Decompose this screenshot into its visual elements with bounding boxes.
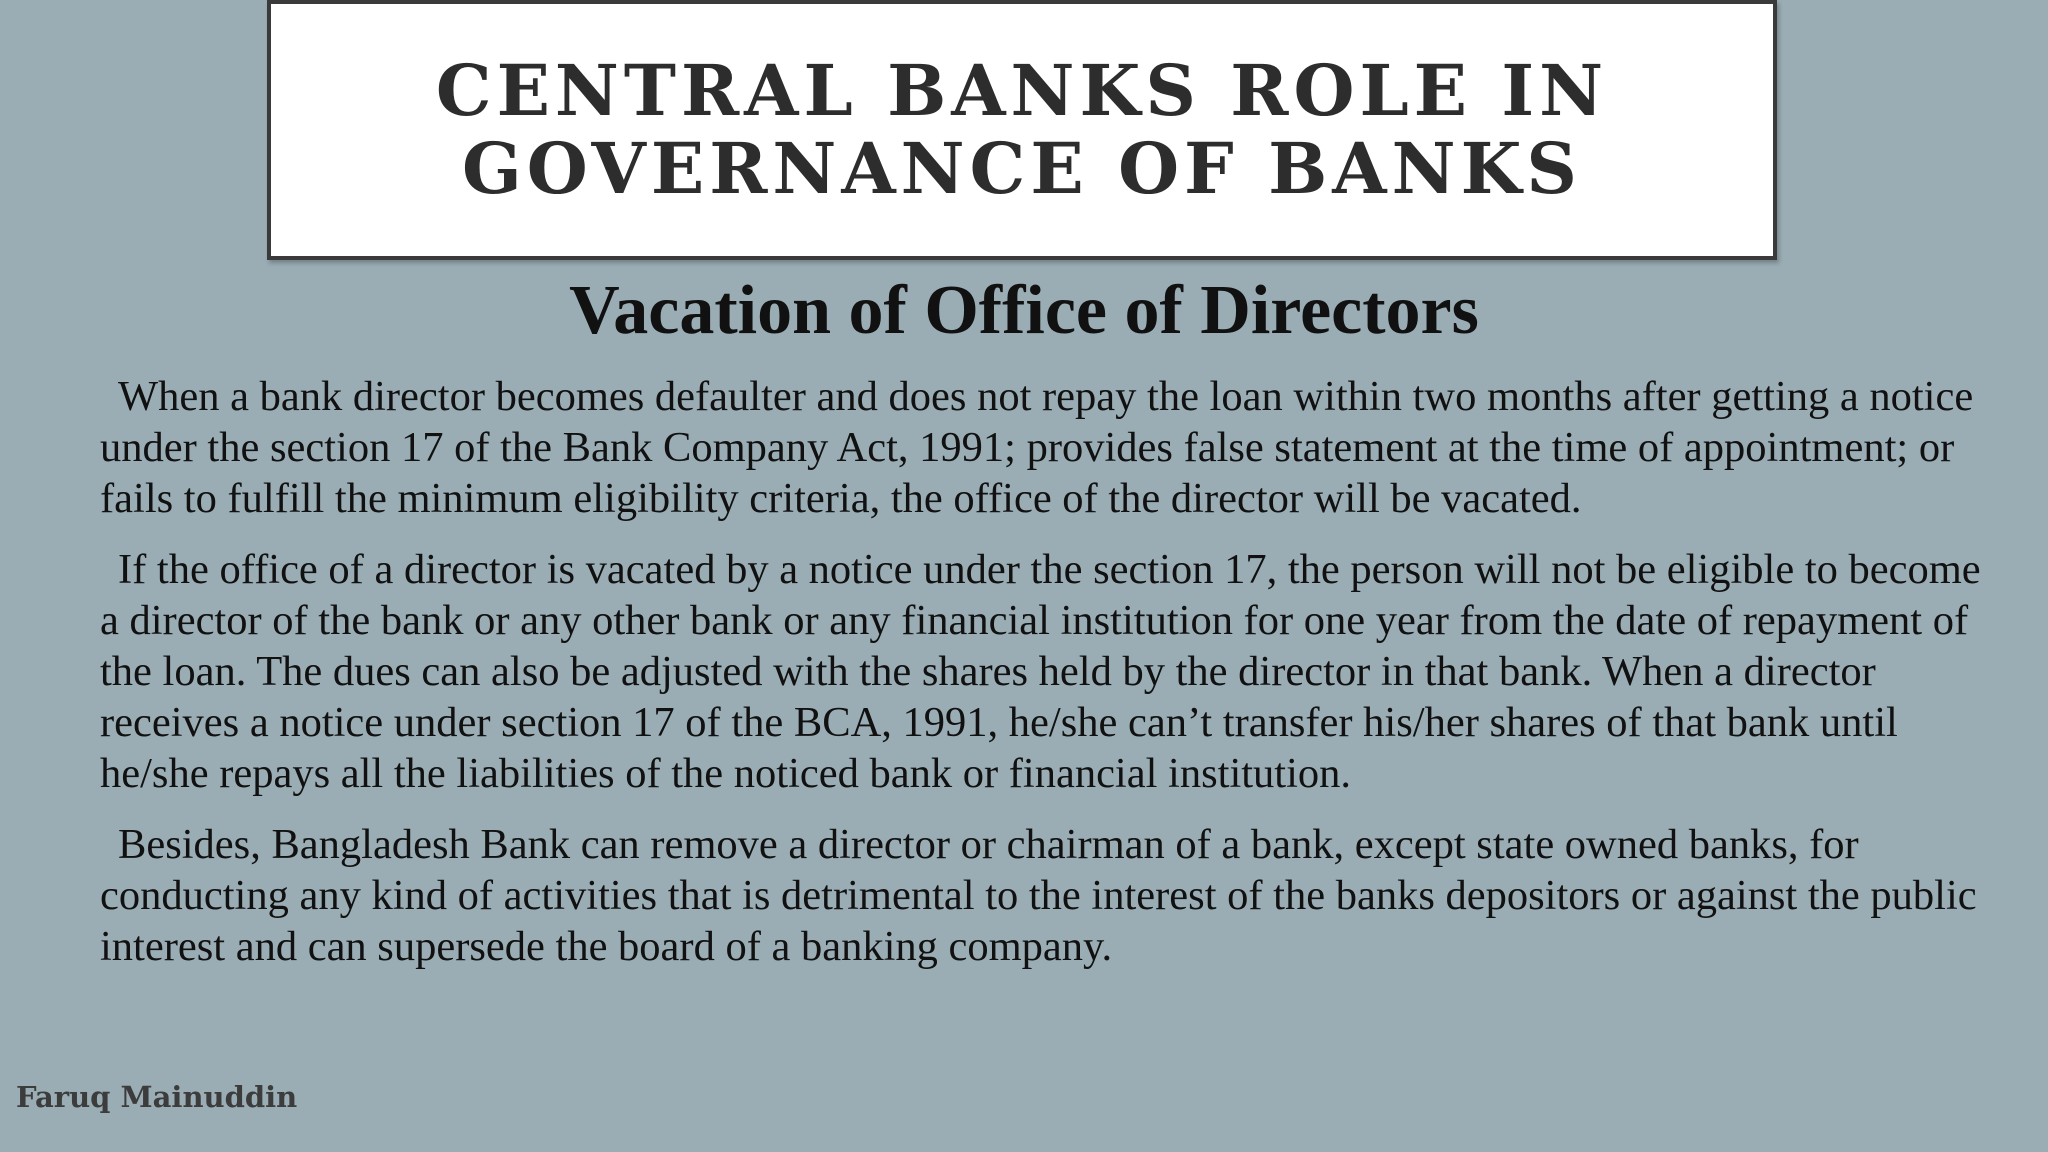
slide-body [100, 371, 2000, 992]
paragraph: If the office of a director is vacated by a notice under the section 17, the person will not be eligible to become a director of the bank or any other bank or any financial institution for one year from the date of repayment of the loan. The dues can also be adjusted with the shares held by the director in that bank. When a director receives a notice under section 17 of the BCA, 1991, he/she can’t transfer his/her shares of that bank until he/she repays all the liabilities of the noticed bank or financial institution. [100, 546, 1981, 797]
slide-title: CENTRAL BANKS ROLE IN GOVERNANCE OF BANKS [435, 49, 1609, 210]
title-box [267, 0, 1777, 260]
author-signature: Faruq Mainuddin [16, 1080, 298, 1114]
paragraph: Besides, Bangladesh Bank can remove a director or chairman of a bank, except state owned banks, for conducting any kind of activities that is detrimental to the interest of the banks depositors or against the public interest and can supersede the board of a banking company. [100, 821, 1977, 970]
paragraph: When a bank director becomes defaulter and does not repay the loan within two months after getting a notice under the section 17 of the Bank Company Act, 1991; provides false statement at the time of appointment; or fails to fulfill the minimum eligibility criteria, the office of the director will be vacated. [100, 373, 1974, 522]
slide-subtitle: Vacation of Office of Directors [569, 272, 1479, 349]
